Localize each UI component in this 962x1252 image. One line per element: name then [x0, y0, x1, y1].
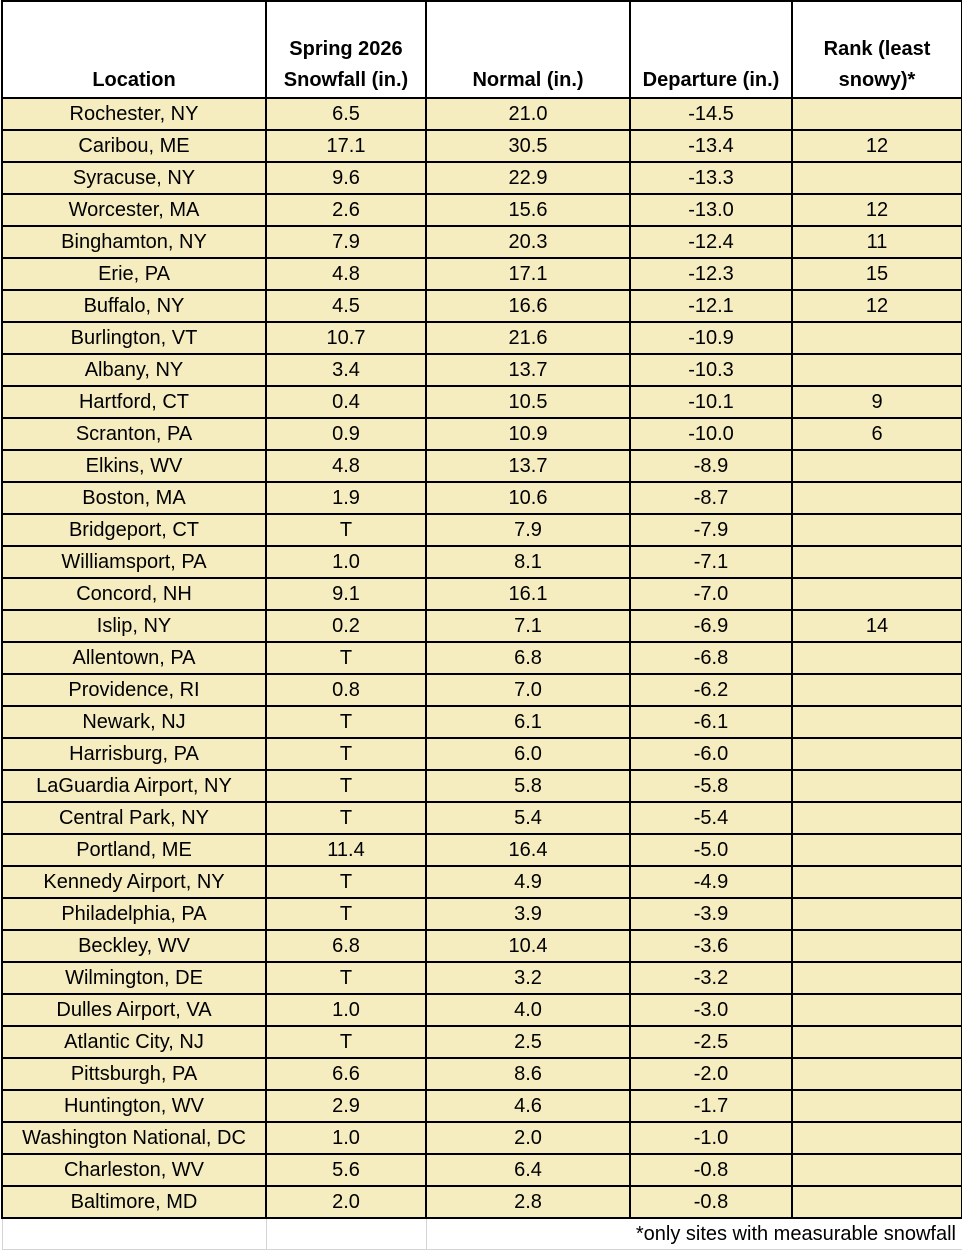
- cell-location: Allentown, PA: [2, 642, 266, 674]
- cell-snowfall: T: [266, 802, 426, 834]
- cell-normal: 13.7: [426, 450, 630, 482]
- table-row: [2, 770, 962, 802]
- cell-normal: 20.3: [426, 226, 630, 258]
- cell-snowfall: 0.4: [266, 386, 426, 418]
- cell-rank: [792, 674, 962, 706]
- table-row: [2, 450, 962, 482]
- cell-normal: 4.0: [426, 994, 630, 1026]
- table-row: [2, 194, 962, 226]
- table-row: [2, 162, 962, 194]
- cell-departure: -14.5: [630, 98, 792, 130]
- cell-snowfall: 2.9: [266, 1090, 426, 1122]
- cell-location: Bridgeport, CT: [2, 514, 266, 546]
- cell-rank: 11: [792, 226, 962, 258]
- cell-location: Albany, NY: [2, 354, 266, 386]
- cell-rank: 14: [792, 610, 962, 642]
- cell-rank: [792, 994, 962, 1026]
- cell-location: Portland, ME: [2, 834, 266, 866]
- cell-normal: 30.5: [426, 130, 630, 162]
- cell-location: Charleston, WV: [2, 1154, 266, 1186]
- cell-rank: [792, 514, 962, 546]
- table-row: [2, 802, 962, 834]
- cell-normal: 4.6: [426, 1090, 630, 1122]
- cell-snowfall: T: [266, 514, 426, 546]
- table-row: [2, 322, 962, 354]
- cell-rank: 12: [792, 194, 962, 226]
- cell-departure: -3.6: [630, 930, 792, 962]
- cell-rank: 6: [792, 418, 962, 450]
- cell-snowfall: T: [266, 738, 426, 770]
- footnote-spacer-snowfall: [266, 1218, 426, 1250]
- cell-departure: -13.0: [630, 194, 792, 226]
- table-row: [2, 1186, 962, 1218]
- cell-rank: 12: [792, 290, 962, 322]
- cell-normal: 10.4: [426, 930, 630, 962]
- cell-normal: 7.1: [426, 610, 630, 642]
- cell-snowfall: T: [266, 866, 426, 898]
- cell-departure: -13.3: [630, 162, 792, 194]
- cell-snowfall: 2.0: [266, 1186, 426, 1218]
- cell-normal: 5.8: [426, 770, 630, 802]
- cell-departure: -13.4: [630, 130, 792, 162]
- cell-departure: -4.9: [630, 866, 792, 898]
- cell-normal: 7.9: [426, 514, 630, 546]
- cell-rank: [792, 738, 962, 770]
- cell-location: Wilmington, DE: [2, 962, 266, 994]
- cell-location: LaGuardia Airport, NY: [2, 770, 266, 802]
- header-rank: Rank (least snowy)*: [792, 1, 962, 98]
- cell-location: Elkins, WV: [2, 450, 266, 482]
- cell-rank: [792, 962, 962, 994]
- cell-normal: 6.4: [426, 1154, 630, 1186]
- table-row: [2, 866, 962, 898]
- cell-snowfall: 9.1: [266, 578, 426, 610]
- table-row: [2, 1154, 962, 1186]
- table-row: [2, 258, 962, 290]
- cell-location: Dulles Airport, VA: [2, 994, 266, 1026]
- table-row: [2, 98, 962, 130]
- cell-departure: -7.1: [630, 546, 792, 578]
- cell-snowfall: 4.8: [266, 450, 426, 482]
- table-row: [2, 514, 962, 546]
- cell-location: Philadelphia, PA: [2, 898, 266, 930]
- cell-departure: -5.4: [630, 802, 792, 834]
- cell-normal: 13.7: [426, 354, 630, 386]
- table-row: [2, 1058, 962, 1090]
- cell-snowfall: 17.1: [266, 130, 426, 162]
- cell-rank: [792, 1090, 962, 1122]
- cell-snowfall: T: [266, 962, 426, 994]
- cell-snowfall: 5.6: [266, 1154, 426, 1186]
- cell-normal: 17.1: [426, 258, 630, 290]
- cell-snowfall: T: [266, 770, 426, 802]
- cell-normal: 21.0: [426, 98, 630, 130]
- header-snowfall: Spring 2026 Snowfall (in.): [266, 1, 426, 98]
- cell-rank: [792, 546, 962, 578]
- table-row: [2, 898, 962, 930]
- cell-snowfall: 1.0: [266, 1122, 426, 1154]
- header-departure: Departure (in.): [630, 1, 792, 98]
- cell-location: Kennedy Airport, NY: [2, 866, 266, 898]
- header-location: Location: [2, 1, 266, 98]
- cell-snowfall: 0.9: [266, 418, 426, 450]
- cell-departure: -8.9: [630, 450, 792, 482]
- table-row: [2, 610, 962, 642]
- cell-location: Erie, PA: [2, 258, 266, 290]
- table-row: [2, 1026, 962, 1058]
- cell-departure: -12.4: [630, 226, 792, 258]
- cell-location: Providence, RI: [2, 674, 266, 706]
- footnote-spacer-location: [2, 1218, 266, 1250]
- cell-snowfall: 2.6: [266, 194, 426, 226]
- cell-snowfall: T: [266, 642, 426, 674]
- cell-snowfall: 4.5: [266, 290, 426, 322]
- cell-departure: -12.3: [630, 258, 792, 290]
- header-row: [2, 1, 962, 98]
- cell-departure: -10.9: [630, 322, 792, 354]
- cell-location: Pittsburgh, PA: [2, 1058, 266, 1090]
- table-row: [2, 930, 962, 962]
- cell-rank: [792, 1122, 962, 1154]
- cell-departure: -7.9: [630, 514, 792, 546]
- cell-departure: -6.0: [630, 738, 792, 770]
- cell-normal: 10.6: [426, 482, 630, 514]
- cell-normal: 10.9: [426, 418, 630, 450]
- cell-normal: 16.6: [426, 290, 630, 322]
- cell-normal: 6.8: [426, 642, 630, 674]
- cell-rank: [792, 866, 962, 898]
- footnote: *only sites with measurable snowfall: [426, 1218, 962, 1250]
- table-row: [2, 482, 962, 514]
- footnote-row: [2, 1218, 962, 1250]
- cell-rank: [792, 1186, 962, 1218]
- cell-snowfall: 0.2: [266, 610, 426, 642]
- cell-rank: [792, 642, 962, 674]
- cell-snowfall: 6.5: [266, 98, 426, 130]
- cell-rank: [792, 1154, 962, 1186]
- cell-snowfall: 11.4: [266, 834, 426, 866]
- cell-rank: [792, 578, 962, 610]
- cell-normal: 8.1: [426, 546, 630, 578]
- cell-rank: [792, 930, 962, 962]
- cell-location: Burlington, VT: [2, 322, 266, 354]
- cell-snowfall: 6.6: [266, 1058, 426, 1090]
- cell-departure: -5.8: [630, 770, 792, 802]
- cell-departure: -6.2: [630, 674, 792, 706]
- cell-location: Caribou, ME: [2, 130, 266, 162]
- table-row: [2, 962, 962, 994]
- cell-departure: -0.8: [630, 1186, 792, 1218]
- cell-location: Islip, NY: [2, 610, 266, 642]
- cell-normal: 3.2: [426, 962, 630, 994]
- cell-normal: 2.8: [426, 1186, 630, 1218]
- cell-location: Washington National, DC: [2, 1122, 266, 1154]
- table-row: [2, 1122, 962, 1154]
- cell-rank: 12: [792, 130, 962, 162]
- table-row: [2, 226, 962, 258]
- cell-departure: -3.2: [630, 962, 792, 994]
- cell-snowfall: 4.8: [266, 258, 426, 290]
- cell-normal: 10.5: [426, 386, 630, 418]
- cell-rank: [792, 1058, 962, 1090]
- cell-snowfall: 6.8: [266, 930, 426, 962]
- cell-snowfall: 10.7: [266, 322, 426, 354]
- cell-rank: [792, 162, 962, 194]
- cell-departure: -10.3: [630, 354, 792, 386]
- cell-departure: -10.1: [630, 386, 792, 418]
- cell-rank: [792, 98, 962, 130]
- table-row: [2, 418, 962, 450]
- table-row: [2, 994, 962, 1026]
- cell-departure: -12.1: [630, 290, 792, 322]
- cell-snowfall: T: [266, 706, 426, 738]
- cell-rank: 9: [792, 386, 962, 418]
- cell-departure: -3.9: [630, 898, 792, 930]
- snowfall-table: [1, 0, 962, 1250]
- cell-normal: 3.9: [426, 898, 630, 930]
- cell-rank: [792, 1026, 962, 1058]
- cell-location: Newark, NJ: [2, 706, 266, 738]
- cell-snowfall: T: [266, 898, 426, 930]
- cell-normal: 16.4: [426, 834, 630, 866]
- table-row: [2, 386, 962, 418]
- cell-normal: 2.0: [426, 1122, 630, 1154]
- cell-location: Boston, MA: [2, 482, 266, 514]
- cell-location: Rochester, NY: [2, 98, 266, 130]
- cell-rank: [792, 770, 962, 802]
- table-row: [2, 642, 962, 674]
- cell-snowfall: T: [266, 1026, 426, 1058]
- cell-location: Buffalo, NY: [2, 290, 266, 322]
- cell-normal: 4.9: [426, 866, 630, 898]
- cell-normal: 15.6: [426, 194, 630, 226]
- cell-location: Binghamton, NY: [2, 226, 266, 258]
- cell-rank: [792, 898, 962, 930]
- table-row: [2, 290, 962, 322]
- table-row: [2, 578, 962, 610]
- cell-departure: -5.0: [630, 834, 792, 866]
- cell-rank: [792, 834, 962, 866]
- cell-departure: -7.0: [630, 578, 792, 610]
- cell-rank: [792, 322, 962, 354]
- cell-departure: -6.9: [630, 610, 792, 642]
- cell-departure: -10.0: [630, 418, 792, 450]
- cell-normal: 6.1: [426, 706, 630, 738]
- cell-snowfall: 0.8: [266, 674, 426, 706]
- cell-location: Williamsport, PA: [2, 546, 266, 578]
- cell-departure: -6.1: [630, 706, 792, 738]
- cell-departure: -1.7: [630, 1090, 792, 1122]
- cell-snowfall: 7.9: [266, 226, 426, 258]
- cell-location: Beckley, WV: [2, 930, 266, 962]
- cell-departure: -2.0: [630, 1058, 792, 1090]
- cell-rank: [792, 354, 962, 386]
- cell-location: Syracuse, NY: [2, 162, 266, 194]
- table-row: [2, 834, 962, 866]
- cell-normal: 7.0: [426, 674, 630, 706]
- cell-location: Huntington, WV: [2, 1090, 266, 1122]
- table-row: [2, 1090, 962, 1122]
- cell-snowfall: 1.0: [266, 546, 426, 578]
- table-row: [2, 738, 962, 770]
- cell-rank: [792, 802, 962, 834]
- cell-location: Concord, NH: [2, 578, 266, 610]
- table-row: [2, 354, 962, 386]
- cell-normal: 16.1: [426, 578, 630, 610]
- cell-location: Hartford, CT: [2, 386, 266, 418]
- cell-departure: -6.8: [630, 642, 792, 674]
- cell-normal: 8.6: [426, 1058, 630, 1090]
- cell-location: Baltimore, MD: [2, 1186, 266, 1218]
- cell-normal: 5.4: [426, 802, 630, 834]
- cell-departure: -0.8: [630, 1154, 792, 1186]
- cell-rank: [792, 482, 962, 514]
- cell-snowfall: 9.6: [266, 162, 426, 194]
- cell-snowfall: 3.4: [266, 354, 426, 386]
- cell-location: Harrisburg, PA: [2, 738, 266, 770]
- table-row: [2, 546, 962, 578]
- cell-location: Scranton, PA: [2, 418, 266, 450]
- cell-normal: 22.9: [426, 162, 630, 194]
- table-row: [2, 706, 962, 738]
- cell-normal: 2.5: [426, 1026, 630, 1058]
- cell-departure: -1.0: [630, 1122, 792, 1154]
- cell-snowfall: 1.0: [266, 994, 426, 1026]
- cell-departure: -2.5: [630, 1026, 792, 1058]
- cell-rank: 15: [792, 258, 962, 290]
- cell-departure: -8.7: [630, 482, 792, 514]
- cell-rank: [792, 450, 962, 482]
- cell-location: Atlantic City, NJ: [2, 1026, 266, 1058]
- cell-snowfall: 1.9: [266, 482, 426, 514]
- table-row: [2, 130, 962, 162]
- cell-location: Worcester, MA: [2, 194, 266, 226]
- cell-departure: -3.0: [630, 994, 792, 1026]
- cell-rank: [792, 706, 962, 738]
- header-normal: Normal (in.): [426, 1, 630, 98]
- cell-normal: 6.0: [426, 738, 630, 770]
- cell-location: Central Park, NY: [2, 802, 266, 834]
- table-row: [2, 674, 962, 706]
- cell-normal: 21.6: [426, 322, 630, 354]
